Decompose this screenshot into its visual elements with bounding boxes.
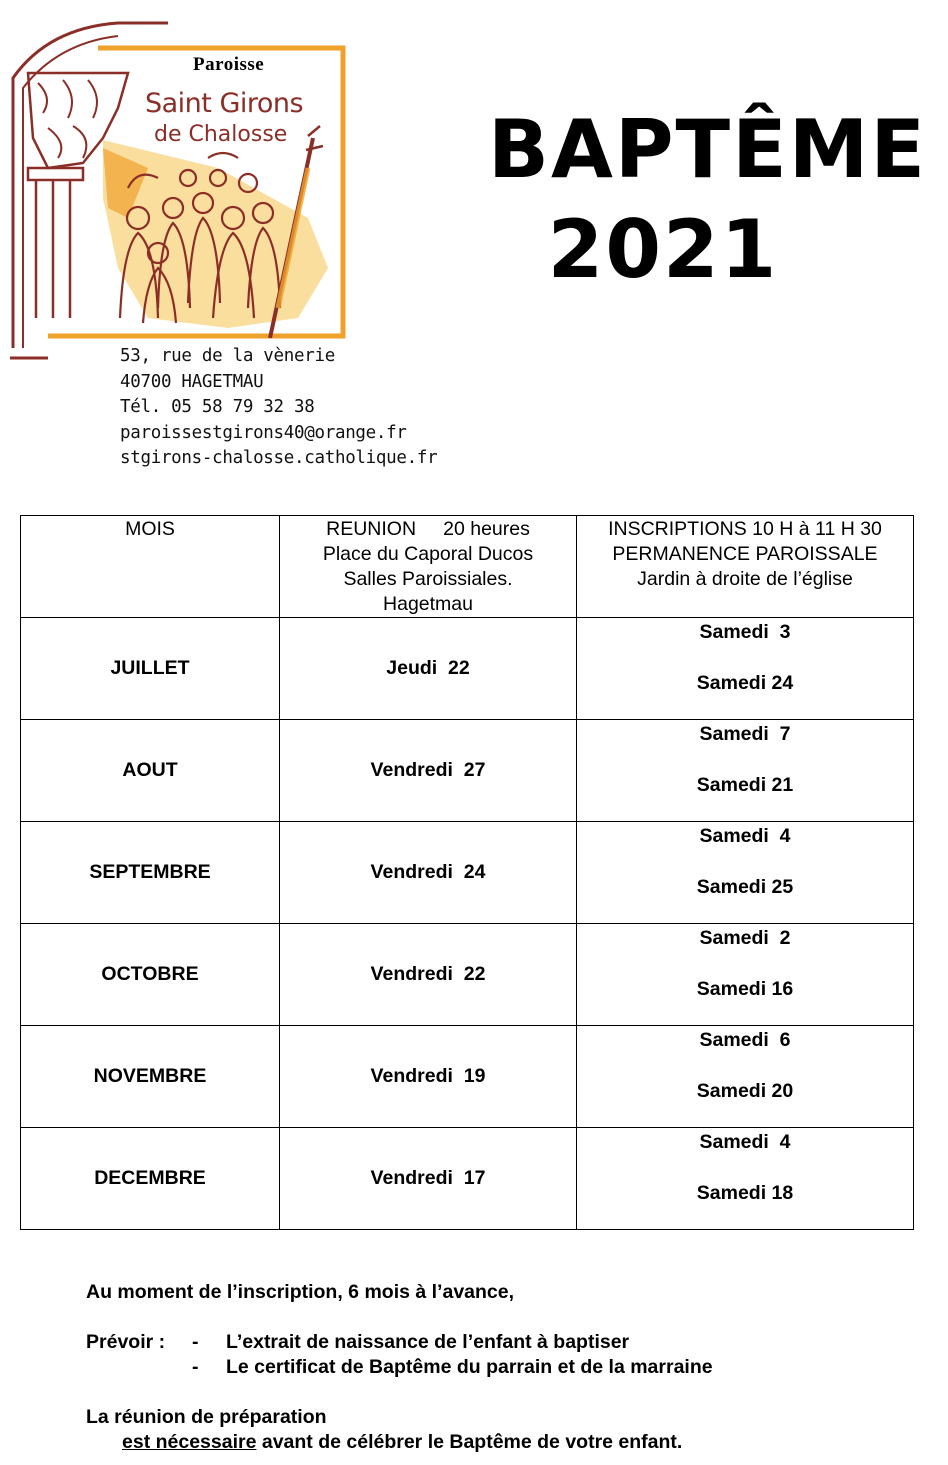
cell-inscriptions: Samedi 4 Samedi 18 (577, 1128, 914, 1230)
cell-mois: AOUT (21, 720, 280, 822)
cell-inscriptions: Samedi 3 Samedi 24 (577, 618, 914, 720)
necessaire-rest: avant de célébrer le Baptême de votre enfant. (256, 1431, 683, 1453)
address-phone: Tél. 05 58 79 32 38 (120, 397, 315, 417)
notes-intro: Au moment de l’inscription, 6 mois à l’avance, (86, 1281, 515, 1303)
necessaire-emphasis: est nécessaire (122, 1431, 257, 1453)
parish-address (120, 344, 437, 472)
header-reunion: REUNION 20 heures Place du Caporal Ducos Salles Paroissiales. Hagetmau (280, 516, 577, 618)
prevoir-label: Prévoir : (86, 1331, 166, 1353)
cell-inscriptions: Samedi 6 Samedi 20 (577, 1026, 914, 1128)
cell-reunion: Vendredi 17 (280, 1128, 577, 1230)
cell-inscriptions: Samedi 2 Samedi 16 (577, 924, 914, 1026)
table-row (21, 924, 914, 1026)
table-row (21, 1026, 914, 1128)
cell-mois: SEPTEMBRE (21, 822, 280, 924)
address-street: 53, rue de la vènerie (120, 346, 335, 366)
cell-reunion: Vendredi 22 (280, 924, 577, 1026)
cell-inscriptions: Samedi 4 Samedi 25 (577, 822, 914, 924)
table-row (21, 720, 914, 822)
page-title (488, 100, 927, 300)
required-item-2: Le certificat de Baptême du parrain et de la marraine (226, 1356, 713, 1378)
logo-parish-subname: de Chalosse (154, 122, 288, 147)
cell-mois: DECEMBRE (21, 1128, 280, 1230)
address-city: 40700 HAGETMAU (120, 371, 264, 392)
table-row (21, 822, 914, 924)
parish-logo (8, 18, 348, 368)
notes-prevoir-line1 (86, 1330, 713, 1355)
cell-mois: JUILLET (21, 618, 280, 720)
page-title-line1: BAPTÊME (488, 103, 927, 196)
registration-notes (86, 1280, 713, 1455)
table-header-row (21, 516, 914, 618)
header-mois: MOIS (21, 516, 280, 618)
parish-logo-drawing (8, 18, 348, 368)
logo-parish-name: Saint Girons (145, 88, 304, 119)
address-email: paroissestgirons40@orange.fr (120, 422, 407, 443)
baptism-schedule-table (20, 515, 914, 1230)
cell-reunion: Vendredi 27 (280, 720, 577, 822)
cell-inscriptions: Samedi 7 Samedi 21 (577, 720, 914, 822)
notes-necessaire-line (86, 1430, 713, 1455)
notes-prevoir-line2 (86, 1355, 713, 1380)
logo-paroisse-label: Paroisse (193, 54, 265, 75)
page-title-year: 2021 (547, 203, 779, 296)
required-item-1: L’extrait de naissance de l’enfant à baptiser (226, 1331, 630, 1353)
bullet-2: - (192, 1356, 199, 1378)
header-inscriptions: INSCRIPTIONS 10 H à 11 H 30 PERMANENCE PAROISSALE Jardin à droite de l’église (577, 516, 914, 618)
cell-reunion: Vendredi 19 (280, 1026, 577, 1128)
cell-mois: OCTOBRE (21, 924, 280, 1026)
cell-mois: NOVEMBRE (21, 1026, 280, 1128)
table-row (21, 618, 914, 720)
cell-reunion: Jeudi 22 (280, 618, 577, 720)
cell-reunion: Vendredi 24 (280, 822, 577, 924)
table-row (21, 1128, 914, 1230)
bullet-1: - (192, 1331, 199, 1353)
notes-reunion-line: La réunion de préparation (86, 1406, 327, 1428)
address-website: stgirons-chalosse.catholique.fr (120, 448, 438, 468)
